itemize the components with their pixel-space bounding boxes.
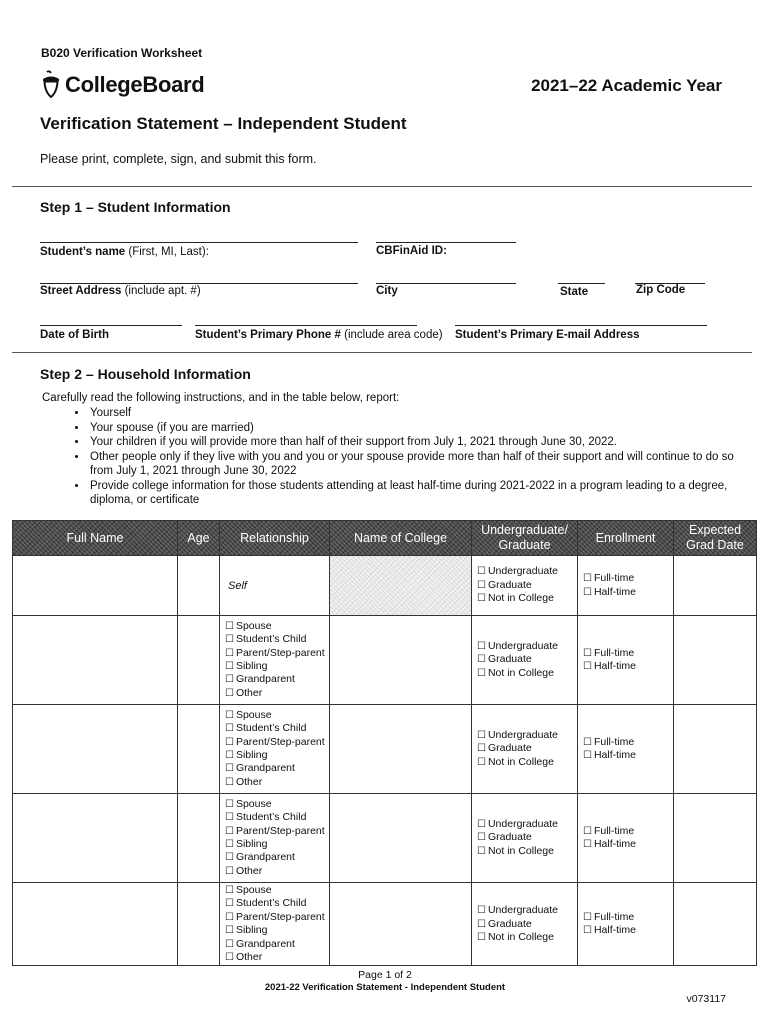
enrollment-options [578,883,674,966]
college-cell[interactable] [330,616,472,705]
header-grad-date [674,521,757,556]
list-item: • Yourself [88,406,758,421]
checkbox-half-time[interactable]: ☐ Half-time [583,586,672,599]
enrollment-options [578,794,674,883]
checkbox-spouse[interactable]: ☐ Spouse [225,884,328,897]
list-item: • Your children if you will provide more than half of their support from July 1, 2021 through June 30, 2022. [88,435,758,450]
checkbox-full-time[interactable]: ☐ Full-time [583,911,672,924]
header-level-line2: Graduate [498,538,551,552]
checkbox-grandparent[interactable]: ☐ Grandparent [225,851,328,864]
enrollment-options [578,616,674,705]
worksheet-code: B020 Verification Worksheet [41,46,203,60]
checkbox-graduate[interactable]: ☐ Graduate [477,742,576,755]
checkbox-spouse[interactable]: ☐ Spouse [225,709,328,722]
grad-date-cell[interactable] [674,705,757,794]
grad-date-cell[interactable] [674,616,757,705]
level-options [472,616,578,705]
phone-hint: (include area code) [340,329,443,341]
age-cell[interactable] [178,556,220,616]
enrollment-options [578,705,674,794]
footer-doc-name: 2021-22 Verification Statement - Independent Student [264,982,506,993]
table-row [13,794,757,883]
student-name-line[interactable] [40,242,358,243]
checkbox-other[interactable]: ☐ Other [225,776,328,789]
checkbox-graduate[interactable]: ☐ Graduate [477,831,576,844]
age-cell[interactable] [178,705,220,794]
checkbox-graduate[interactable]: ☐ Graduate [477,918,576,931]
form-instruction: Please print, complete, sign, and submit this form. [40,152,317,166]
checkbox-full-time[interactable]: ☐ Full-time [583,647,672,660]
city-label: City [376,285,398,297]
checkbox-undergraduate[interactable]: ☐ Undergraduate [477,640,576,653]
checkbox-spouse[interactable]: ☐ Spouse [225,798,328,811]
checkbox-undergraduate[interactable]: ☐ Undergraduate [477,565,576,578]
college-cell[interactable] [330,794,472,883]
list-item: • Other people only if they live with you and you or your spouse provide more than half of their support and will continue to do so from July 1, 2021 through June 30, 2022 [88,450,758,479]
step1-heading: Step 1 – Student Information [40,199,231,215]
household-table [12,520,757,966]
phone-line[interactable] [195,325,417,326]
header-level-line1: Undergraduate/ [481,523,568,537]
phone-label-text: Student’s Primary Phone # [195,329,341,341]
student-name-label-text: Student’s name [40,246,126,258]
college-cell-disabled [330,556,472,616]
level-options [472,883,578,966]
list-item: • Your spouse (if you are married) [88,421,758,436]
relationship-options [220,794,330,883]
acorn-icon [40,70,62,100]
level-options [472,794,578,883]
street-hint: (include apt. #) [121,285,201,297]
street-line[interactable] [40,283,358,284]
checkbox-grandparent[interactable]: ☐ Grandparent [225,673,328,686]
checkbox-parent[interactable]: ☐ Parent/Step-parent [225,911,328,924]
checkbox-sibling[interactable]: ☐ Sibling [225,924,328,937]
checkbox-parent[interactable]: ☐ Parent/Step-parent [225,825,328,838]
college-cell[interactable] [330,705,472,794]
checkbox-half-time[interactable]: ☐ Half-time [583,924,672,937]
checkbox-not-in-college[interactable]: ☐ Not in College [477,592,576,605]
checkbox-students-child[interactable]: ☐ Student’s Child [225,811,328,824]
checkbox-other[interactable]: ☐ Other [225,951,328,964]
street-label-text: Street Address [40,285,122,297]
full-name-cell[interactable] [13,705,178,794]
checkbox-not-in-college[interactable]: ☐ Not in College [477,667,576,680]
checkbox-full-time[interactable]: ☐ Full-time [583,825,672,838]
step2-intro: Carefully read the following instructions, and in the table below, report: [42,392,400,404]
checkbox-parent[interactable]: ☐ Parent/Step-parent [225,647,328,660]
step2-heading: Step 2 – Household Information [40,366,251,382]
header-age: Age [178,521,220,556]
cbfinaid-line[interactable] [376,242,516,243]
college-board-logo [40,70,204,100]
self-label: Self [220,556,330,616]
header-college: Name of College [330,521,472,556]
full-name-cell[interactable] [13,616,178,705]
header-level [472,521,578,556]
email-label: Student’s Primary E-mail Address [455,329,640,341]
checkbox-half-time[interactable]: ☐ Half-time [583,838,672,851]
checkbox-half-time[interactable]: ☐ Half-time [583,660,672,673]
version-code: v073117 [686,993,726,1005]
level-options [472,556,578,616]
checkbox-other[interactable]: ☐ Other [225,865,328,878]
checkbox-full-time[interactable]: ☐ Full-time [583,736,672,749]
checkbox-undergraduate[interactable]: ☐ Undergraduate [477,818,576,831]
checkbox-sibling[interactable]: ☐ Sibling [225,749,328,762]
instruction-list [62,406,758,508]
state-line[interactable] [558,283,605,284]
age-cell[interactable] [178,616,220,705]
email-line[interactable] [455,325,707,326]
page-title: Verification Statement – Independent Student [40,114,407,133]
checkbox-graduate[interactable]: ☐ Graduate [477,653,576,666]
checkbox-graduate[interactable]: ☐ Graduate [477,579,576,592]
checkbox-full-time[interactable]: ☐ Full-time [583,572,672,585]
dob-line[interactable] [40,325,182,326]
checkbox-students-child[interactable]: ☐ Student’s Child [225,722,328,735]
relationship-options [220,705,330,794]
table-header-row [13,521,757,556]
grad-date-cell[interactable] [674,883,757,966]
college-cell[interactable] [330,883,472,966]
checkbox-parent[interactable]: ☐ Parent/Step-parent [225,736,328,749]
phone-label [195,329,443,341]
logo-text: CollegeBoard [65,72,205,97]
checkbox-students-child[interactable]: ☐ Student’s Child [225,633,328,646]
checkbox-half-time[interactable]: ☐ Half-time [583,749,672,762]
age-cell[interactable] [178,883,220,966]
header-grad-line2: Grad Date [686,538,744,552]
table-row-self [13,556,757,616]
relationship-options [220,616,330,705]
table-row [13,616,757,705]
academic-year: 2021–22 Academic Year [531,76,722,95]
header-enrollment: Enrollment [578,521,674,556]
checkbox-undergraduate[interactable]: ☐ Undergraduate [477,729,576,742]
full-name-cell[interactable] [13,883,178,966]
checkbox-grandparent[interactable]: ☐ Grandparent [225,938,328,951]
grad-date-cell[interactable] [674,794,757,883]
checkbox-not-in-college[interactable]: ☐ Not in College [477,845,576,858]
page-number: Page 1 of 2 [358,969,412,981]
full-name-cell[interactable] [13,794,178,883]
relationship-options [220,883,330,966]
divider [12,186,752,187]
cbfinaid-label: CBFinAid ID: [376,245,447,257]
city-line[interactable] [376,283,516,284]
checkbox-undergraduate[interactable]: ☐ Undergraduate [477,904,576,917]
state-label: State [560,286,589,298]
level-options [472,705,578,794]
dob-label: Date of Birth [40,329,109,341]
checkbox-not-in-college[interactable]: ☐ Not in College [477,756,576,769]
checkbox-spouse[interactable]: ☐ Spouse [225,620,328,633]
table-row [13,705,757,794]
student-name-hint: (First, MI, Last): [125,246,209,258]
checkbox-sibling[interactable]: ☐ Sibling [225,660,328,673]
checkbox-not-in-college[interactable]: ☐ Not in College [477,931,576,944]
checkbox-other[interactable]: ☐ Other [225,687,328,700]
checkbox-grandparent[interactable]: ☐ Grandparent [225,762,328,775]
enrollment-options [578,556,674,616]
age-cell[interactable] [178,794,220,883]
checkbox-students-child[interactable]: ☐ Student’s Child [225,897,328,910]
table-row [13,883,757,966]
student-name-label [40,246,209,258]
divider [12,352,752,353]
zip-label: Zip Code [636,284,686,296]
header-full-name: Full Name [13,521,178,556]
header-grad-line1: Expected [688,523,742,537]
list-item: • Provide college information for those students attending at least half-time during 2021-2022 in a program leading to a degree, diploma, or certificate [88,479,758,508]
checkbox-sibling[interactable]: ☐ Sibling [225,838,328,851]
full-name-cell[interactable] [13,556,178,616]
street-label [40,285,201,297]
header-relationship: Relationship [220,521,330,556]
grad-date-cell[interactable] [674,556,757,616]
